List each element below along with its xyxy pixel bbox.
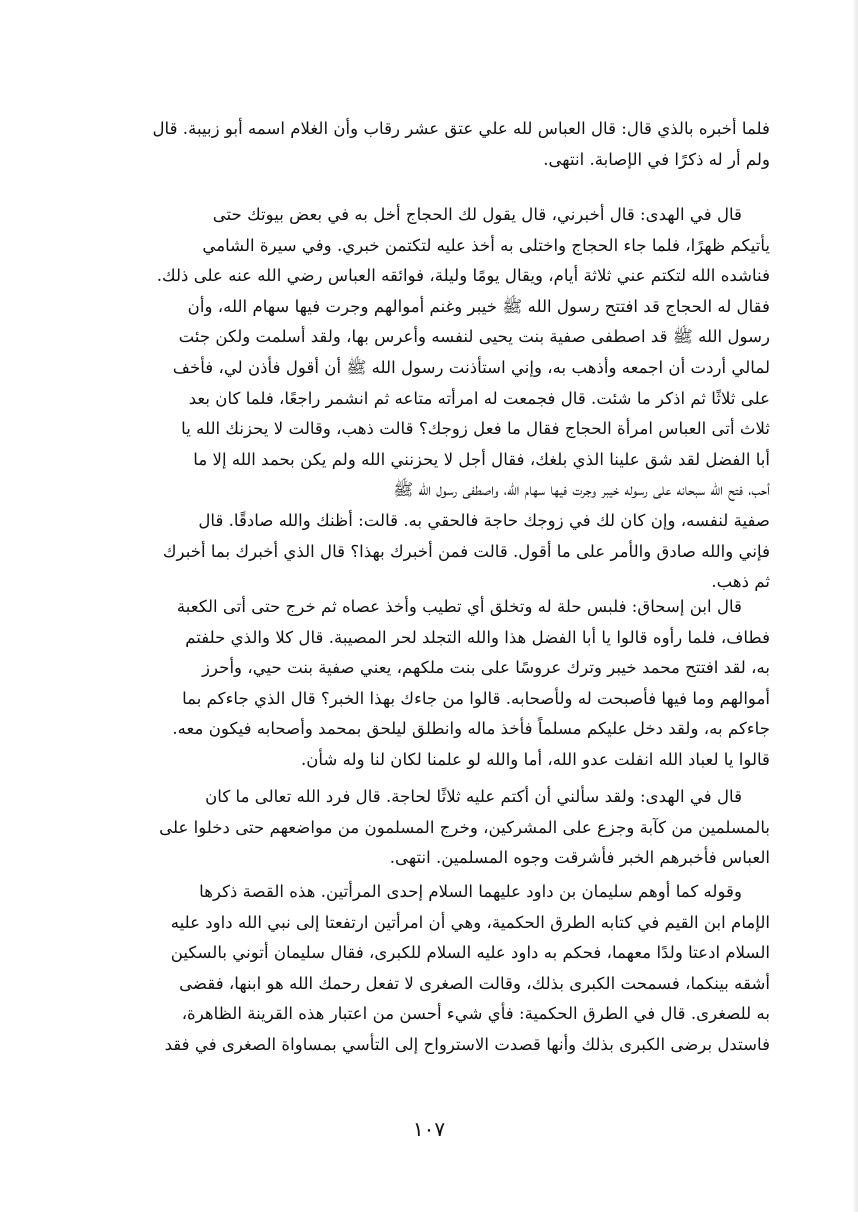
paragraph-1 bbox=[94, 114, 770, 175]
text-line: فطاف، فلما رأوه قالوا يا أبا الفضل هذا والله التجلد لحر المصيبة. قال كلا والذي حلفتم bbox=[185, 627, 770, 647]
text-line: فقال له الحجاج قد افتتح رسول الله ﷺ خيبر وغنم أموالهم وجرت فيها سهام الله، وأن bbox=[187, 296, 770, 316]
text-line: فناشده الله لتكتم عني ثلاثة أيام، ويقال يومًا وليلة، فوائقه العباس رضي الله عنه على ذلك. bbox=[156, 266, 770, 286]
text-line: قال في الهدى: ولقد سألني أن أكتم عليه ثلاثًا لحاجة. قال فرد الله تعالى ما كان bbox=[205, 787, 742, 806]
text-line: جاءكم به، ولقد دخل عليكم مسلماً فأخذ ماله وانطلق ليلحق بمحمد وأصحابه فيكون معه. bbox=[172, 719, 770, 739]
text-line: وقوله كما أوهم سليمان بن داود عليهما السلام إحدى المرأتين. هذه القصة ذكرها bbox=[199, 882, 742, 901]
text-line: قالوا يا لعباد الله انفلت عدو الله، أما والله لو علمنا لكان لنا وله شأن. bbox=[300, 749, 770, 769]
text-line: قال ابن إسحاق: فلبس حلة له وتخلق أي تطيب وأخذ عصاه ثم خرج حتى أتى الكعبة bbox=[176, 597, 742, 616]
text-line: لمالي أردت أن اجمعه وأذهب به، وإني استأذنت رسول الله ﷺ أن أقول فأذن لي، فأخف bbox=[172, 357, 770, 377]
text-line: صفية لنفسه، وإن كان لك في زوجك حاجة فالحقي به. قالت: أظنك والله صادقًا. قال bbox=[198, 510, 770, 530]
text-line: قال في الهدى: قال أخبرني، قال يقول لك الحجاج أخل به في بعض بيوتك حتى bbox=[212, 205, 742, 224]
text-line: أحب، فتح الله سبحانه على رسوله خيبر وجرت فيها سهام الله، واصطفى رسول الله ﷺ bbox=[393, 480, 770, 500]
text-line: ثلاث أتى العباس امرأة الحجاج فقال ما فعل زوجك؟ قالت ذهب، وقالت لا يحزنك الله يا bbox=[181, 419, 770, 439]
paragraph-2 bbox=[94, 200, 770, 598]
scan-edge-shadow bbox=[852, 0, 858, 1212]
text-line: الإمام ابن القيم في كتابه الطرق الحكمية، وهي أن امرأتين ارتفعتا إلى نبي الله داود عليه bbox=[170, 912, 770, 932]
text-line: أبا الفضل لقد شق علينا الذي بلغك، فقال أجل لا يحزنني الله ولم يكن بحمد الله إلا ما bbox=[193, 449, 770, 469]
text-line: يأتيكم ظهرًا، فلما جاء الحجاج واختلى به أخذ عليه لتكتمن خبري. وفي سيرة الشامي bbox=[202, 235, 770, 255]
text-line: بالمسلمين من كآبة وجزع على المشركين، وخرج المسلمون من مواضعهم حتى دخلوا على bbox=[159, 817, 770, 837]
text-line: ثم ذهب. bbox=[711, 572, 770, 592]
text-line: فاستدل برضى الكبرى بذلك وأنها قصدت الاسترواح إلى التأسي بمساواة الصغرى في فقد bbox=[164, 1034, 770, 1054]
text-line: العباس فأخبرهم الخبر فأشرقت وجوه المسلمين. انتهى. bbox=[389, 848, 770, 868]
text-line: السلام ادعتا ولدًا معهما، فحكم به داود عليه السلام للكبرى، فقال سليمان أتوني بالسكين bbox=[170, 943, 770, 963]
text-line: رسول الله ﷺ قد اصطفى صفية بنت يحيى لنفسه وأعرس بها، ولقد أسلمت ولكن جئت bbox=[178, 327, 770, 347]
text-line: به للصغرى. قال في الطرق الحكمية: فأي شيء أحسن من اعتبار هذه القرينة الظاهرة، bbox=[181, 1004, 770, 1024]
text-line: أشقه بينكما، فسمحت الكبرى بذلك، وقالت الصغرى لا تفعل رحمك الله هو ابنها، فقضى bbox=[179, 973, 770, 993]
page-number: ١٠٧ bbox=[412, 1117, 446, 1141]
text-line: به، لقد افتتح محمد خيبر وترك عروسًا على بنت ملكهم، يعني صفية بنت حيي، وأحرز bbox=[202, 658, 770, 678]
text-line: أموالهم وما فيها فأصبحت له ولأصحابه. قالوا من جاءك بهذا الخبر؟ قال الذي جاءكم بما bbox=[182, 688, 770, 708]
text-line: ولم أر له ذكرًا في الإصابة. انتهى. bbox=[543, 149, 770, 169]
paragraph-4 bbox=[94, 782, 770, 874]
text-line: فلما أخبره بالذي قال: قال العباس لله علي عتق عشر رقاب وأن الغلام اسمه أبو زبيبة. قال bbox=[152, 119, 770, 138]
text-line: على ثلاثًا ثم اذكر ما شئت. قال فجمعت له امرأته متاعه ثم انشمر راجعًا، فلما كان بعد bbox=[188, 388, 770, 408]
paragraph-3 bbox=[94, 592, 770, 776]
text-line: فإني والله صادق والأمر على ما أقول. قالت فمن أخبرك بهذا؟ قال الذي أخبرك بما أخبرك bbox=[162, 541, 770, 561]
paragraph-5 bbox=[94, 877, 770, 1061]
